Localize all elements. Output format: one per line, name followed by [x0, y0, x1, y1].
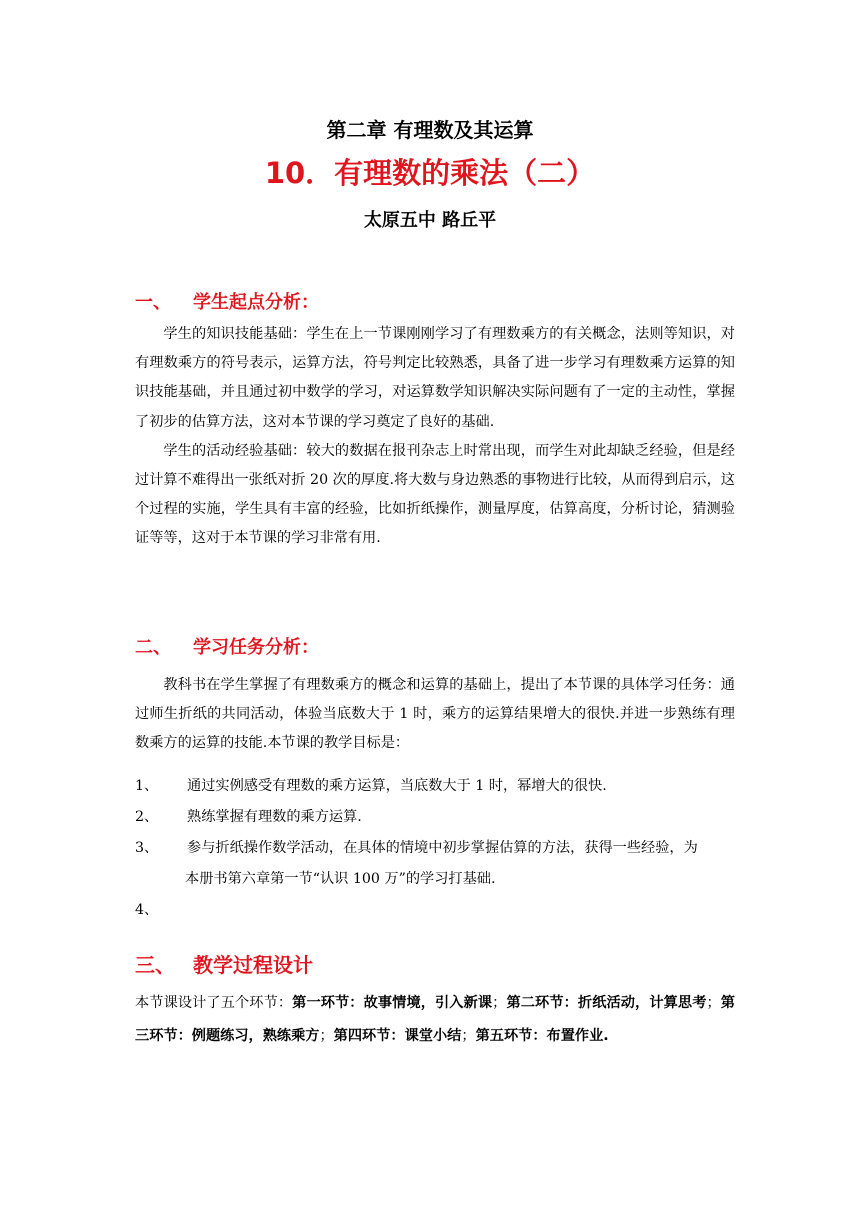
section-2-number: 二、: [135, 637, 171, 658]
section-3-title: 教学过程设计: [193, 953, 313, 977]
separator: ；: [319, 1028, 334, 1044]
stage-3: 第三环节：例题练习，熟练乘方: [135, 995, 735, 1044]
section-2-title: 学习任务分析：: [193, 637, 319, 658]
end-mark: .: [603, 1028, 609, 1044]
list-item-text: 熟练掌握有理数的乘方运算.: [187, 809, 362, 825]
section-3-heading: [135, 949, 313, 978]
chapter-title: 第二章 有理数及其运算: [326, 118, 534, 142]
objectives-list: [135, 771, 735, 918]
stage-1: 第一环节：故事情境，引入新课: [292, 995, 493, 1011]
section-2-heading: [135, 633, 319, 659]
section-1-paragraph-2: 学生的活动经验基础：较大的数据在报刊杂志上时常出现，而学生对此却缺乏经验，但是经过计算不难得出一张纸对折 20 次的厚度.将大数与身边熟悉的事物进行比较，从而得到启示，这个过程的实施，学生具有丰富的经验，比如折纸操作，测量厚度，估算高度，分析讨论，猜测验证等等，这对于本节课的学习非常有用.: [135, 442, 735, 547]
section-3-body: [135, 987, 735, 1053]
section-2-body: [135, 671, 735, 759]
section-1-paragraph-1: 学生的知识技能基础：学生在上一节课刚刚学习了有理数乘方的有关概念，法则等知识，对有理数乘方的符号表示，运算方法，符号判定比较熟悉，具备了进一步学习有理数乘方运算的知识技能基础，并且通过初中数学的学习，对运算数学知识解决实际问题有了一定的主动性，掌握了初步的估算方法，这对本节课的学习奠定了良好的基础.: [135, 326, 735, 430]
list-item: [135, 833, 735, 895]
section-2-paragraph: 教科书在学生掌握了有理数乘方的概念和运算的基础上，提出了本节课的具体学习任务：通过师生折纸的共同活动，体验当底数大于 1 时，乘方的运算结果增大的很快.并进一步熟练有理数乘方的运算的技能.本节课的教学目标是：: [135, 677, 735, 752]
separator: ；: [492, 995, 507, 1011]
stage-4: 第四环节：课堂小结: [333, 1028, 462, 1044]
section-1-title: 学生起点分析：: [193, 292, 319, 313]
list-item: [135, 802, 735, 833]
list-item-text: 通过实例感受有理数的乘方运算，当底数大于 1 时，幂增大的很快.: [187, 778, 607, 794]
section-3-intro: 本节课设计了五个环节：: [135, 995, 293, 1011]
section-3-number: 三、: [135, 953, 175, 977]
stage-2: 第二环节：折纸活动，计算思考: [506, 995, 707, 1011]
list-item-text: 参与折纸操作数学活动，在具体的情境中初步掌握估算的方法，获得一些经验，为: [187, 840, 698, 856]
list-item-number: 3、: [135, 840, 159, 856]
lesson-title: 10．有理数的乘法（二）: [264, 156, 596, 190]
list-item-continuation: 本册书第六章第一节“认识 100 万”的学习打基础.: [185, 871, 496, 887]
separator: ；: [706, 995, 721, 1011]
section-1-heading: [135, 288, 319, 314]
separator: ；: [461, 1028, 476, 1044]
list-item-number: 1、: [135, 778, 159, 794]
stage-5: 第五环节：布置作业: [475, 1028, 604, 1044]
section-1-number: 一、: [135, 292, 171, 313]
list-item: [135, 771, 735, 802]
list-item-number: 4、: [135, 902, 159, 918]
author-line: 太原五中 路丘平: [363, 210, 497, 231]
section-1-body: [135, 320, 735, 554]
list-item-number: 2、: [135, 809, 159, 825]
